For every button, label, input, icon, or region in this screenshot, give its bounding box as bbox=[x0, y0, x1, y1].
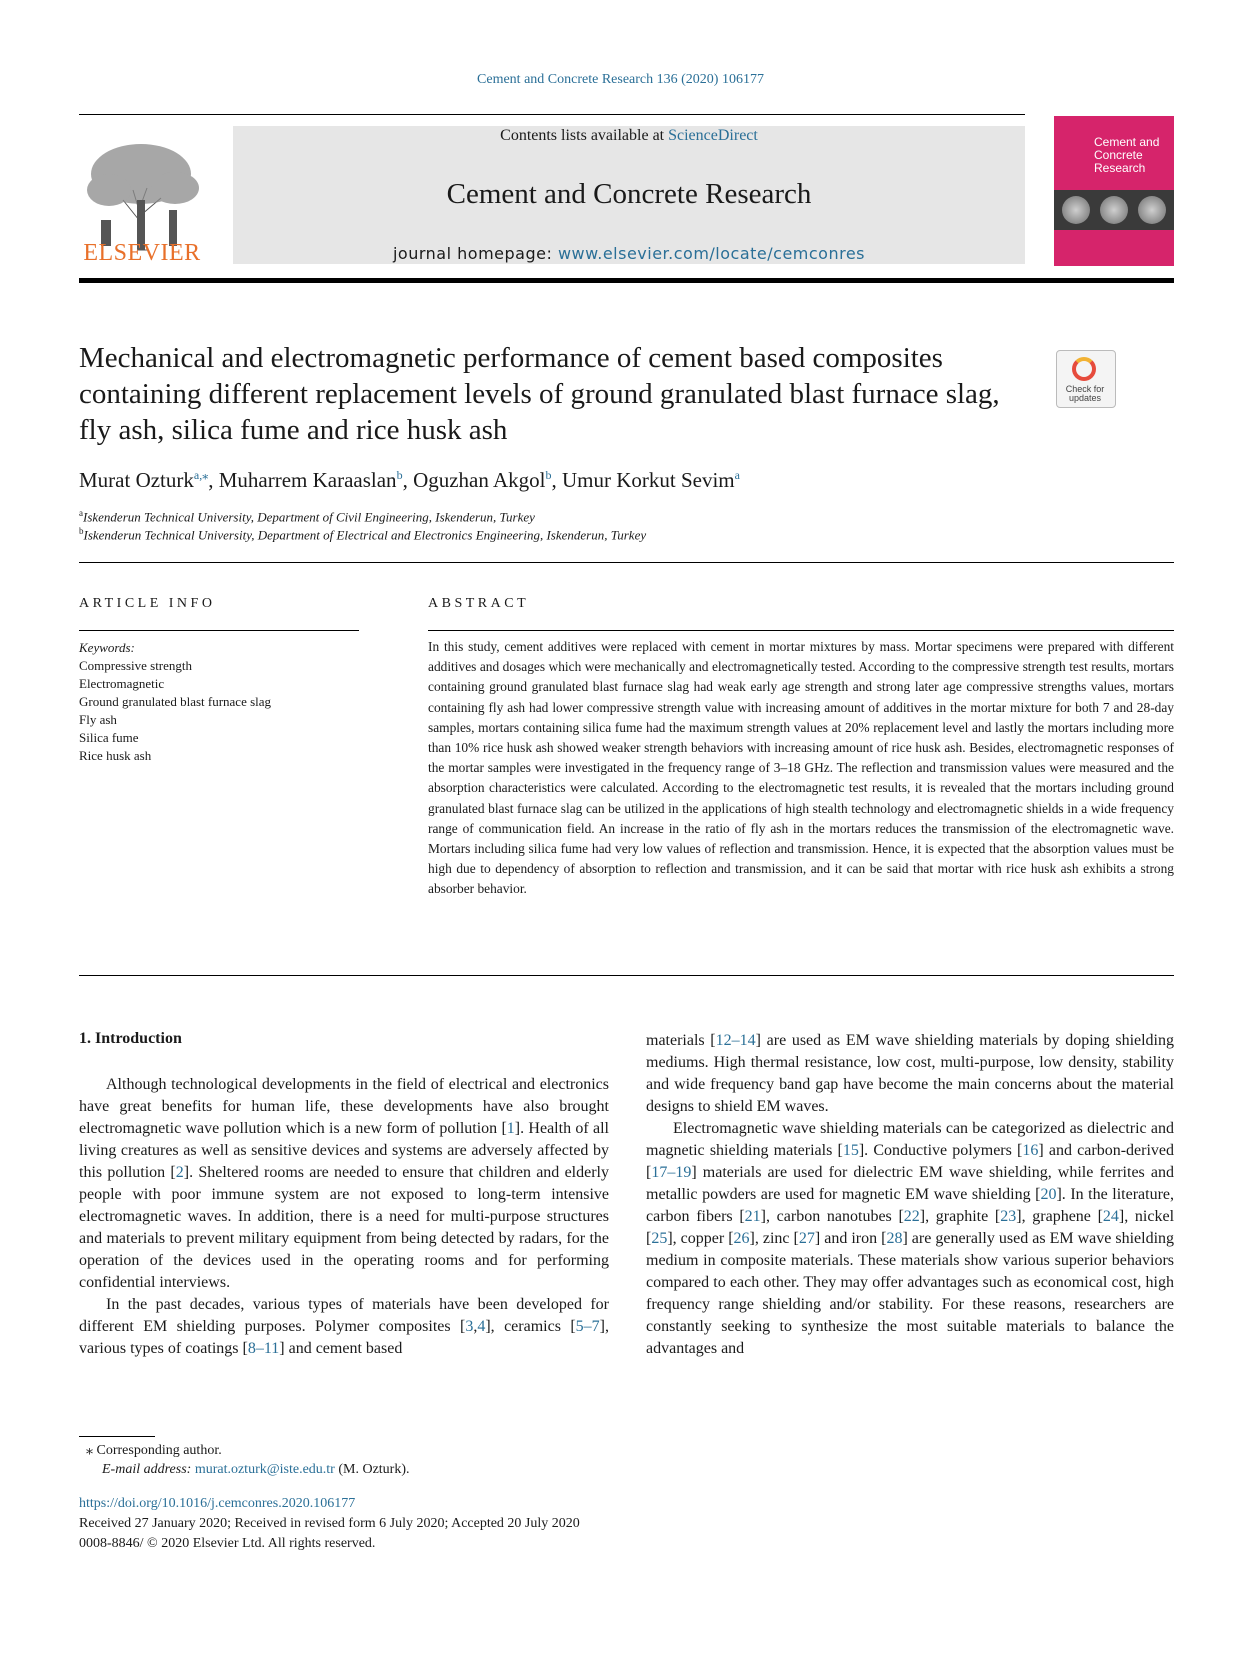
text-run: ] are generally used as EM wave shielding medium in composite materials. These materials show various superior behaviors compared to each other. They may offer advantages such as economical cost, high frequency range shielding and/or stability. For these reasons, researchers are constantly seeking to synthesize the most suitable materials to balance the advantages and bbox=[646, 1230, 1175, 1357]
article-info-heading: ARTICLE INFO bbox=[79, 596, 216, 611]
copyright-line: 0008-8846/ © 2020 Elsevier Ltd. All rights reserved. bbox=[79, 1536, 376, 1551]
citation-link[interactable]: 22 bbox=[903, 1208, 920, 1225]
crossmark-label-line: updates bbox=[1068, 393, 1102, 403]
contents-line bbox=[233, 127, 1025, 145]
citation-link[interactable]: 27 bbox=[798, 1230, 815, 1247]
affiliation-mark: b bbox=[79, 526, 84, 536]
citation-link[interactable]: 24 bbox=[1102, 1208, 1119, 1225]
keywords-list bbox=[79, 657, 271, 765]
text-run: ] and carbon-derived [ bbox=[646, 1142, 1175, 1181]
text-run: Although technological developments in the field of electrical and electronics have great benefits for human life, these developments have also brought electromagnetic wave pollution which is a new form of pollution [ bbox=[79, 1076, 609, 1137]
crossmark-label bbox=[1056, 385, 1114, 403]
citation-link[interactable]: 16 bbox=[1022, 1142, 1039, 1159]
affiliation-rule bbox=[79, 562, 1174, 563]
text-run: ], ceramics [ bbox=[485, 1318, 576, 1335]
doi-link[interactable]: https://doi.org/10.1016/j.cemconres.2020.106177 bbox=[79, 1496, 356, 1511]
text-run: ]. Sheltered rooms are needed to ensure that children and elderly people with poor immune system are not exposed to long-term intensive electromagnetic waves. In addition, there is a need for multi-purpose structures and materials to prevent military equipment from being detected by radars, for the operation of the devices used in the operating rooms and for performing confidential interviews. bbox=[79, 1164, 609, 1291]
author-affiliation-link[interactable]: b bbox=[396, 468, 403, 482]
citation-link[interactable]: 5–7 bbox=[575, 1318, 600, 1335]
journal-homepage-link[interactable]: www.elsevier.com/locate/cemconres bbox=[557, 244, 865, 263]
text-run: ] and iron [ bbox=[814, 1230, 887, 1247]
elsevier-wordmark: ELSEVIER bbox=[83, 240, 201, 266]
header-thick-rule bbox=[79, 278, 1174, 283]
author-separator: , bbox=[402, 468, 414, 492]
left-column bbox=[79, 1074, 609, 1360]
author-name: Umur Korkut Sevim bbox=[561, 468, 735, 492]
abstract-text: In this study, cement additives were replaced with cement in mortar mixtures by mass. Mortar specimens were prepared with different additives and dosages which were mechanically and electromagnetically tested. According to the compressive strength test results, mortars containing ground granulated blast furnace slag had weak early age strength and strong later age compressive strengths values, mortars containing fly ash had lower compressive strength value with increasing amount of additives in the mortar mixture for both 7 and 28-day samples, mortars containing silica fume had the maximum strength values at 20% replacement level and lastly the mortars including more than 10% rice husk ash showed weaker strength behaviors with increasing amount of rice husk ash. Besides, electromagnetic responses of the mortar samples were investigated in the frequency range of 3–18 GHz. The reflection and transmission values were measured and the absorption characteristics were calculated. According to the electromagnetic test results, it is revealed that the mortars including ground granulated blast furnace slag can be utilized in the applications of high stealth technology and electromagnetic shields in a wide frequency range of communication field. An increase in the ratio of fly ash in the mortars reduces the transmission of the electromagnetic wave. Mortars including silica fume had very low values of reflection and transmission. Hence, it is expected that the absorption values must be high due to dependency of absorption to reflection and transmission, and it can be said that mortar with rice husk ash exhibits a strong absorber behavior. bbox=[428, 639, 1174, 897]
received-dates: Received 27 January 2020; Received in revised form 6 July 2020; Accepted 20 July 2020 bbox=[79, 1516, 580, 1531]
author-affiliation-link[interactable]: b bbox=[545, 468, 552, 482]
cover-title bbox=[1094, 136, 1159, 175]
affiliation-mark: a bbox=[79, 508, 83, 518]
cover-title-line: Research bbox=[1094, 161, 1146, 175]
abstract-rule bbox=[428, 630, 1174, 631]
keyword: Electromagnetic bbox=[79, 676, 165, 691]
affiliation-text: Iskenderun Technical University, Department of Electrical and Electronics Engineering, Iskenderun, Turkey bbox=[83, 527, 647, 543]
text-run: ]. In the literature, carbon fibers [ bbox=[646, 1186, 1174, 1225]
affiliation bbox=[79, 508, 535, 525]
paragraph bbox=[646, 1030, 1174, 1118]
citation-link[interactable]: 4 bbox=[477, 1318, 486, 1335]
text-run: ], graphite [ bbox=[919, 1208, 1001, 1225]
author-list bbox=[79, 468, 740, 493]
email-label: E-mail address: bbox=[102, 1462, 195, 1477]
text-run: ], nickel [ bbox=[646, 1208, 1175, 1247]
author-separator: , bbox=[208, 468, 219, 492]
text-run: In the past decades, various types of materials have been developed for different EM shielding purposes. Polymer composites [ bbox=[79, 1296, 609, 1335]
author-name: Muharrem Karaaslan bbox=[218, 468, 397, 492]
citation-link[interactable]: 23 bbox=[1000, 1208, 1017, 1225]
citation-link[interactable]: 26 bbox=[733, 1230, 750, 1247]
email-suffix: (M. Ozturk). bbox=[334, 1462, 410, 1477]
cover-title-line: Cement and bbox=[1094, 135, 1160, 149]
text-run: Electromagnetic wave shielding materials can be categorized as dielectric and magnetic shielding materials [ bbox=[646, 1120, 1174, 1159]
cover-micrograph bbox=[1100, 196, 1128, 224]
email-link[interactable]: murat.ozturk@iste.edu.tr bbox=[194, 1462, 335, 1477]
journal-homepage-line bbox=[233, 244, 1025, 263]
author-affiliation-link[interactable]: a bbox=[734, 468, 740, 482]
author-name: Murat Ozturk bbox=[79, 468, 194, 492]
keyword: Ground granulated blast furnace slag bbox=[79, 694, 272, 709]
header-rule bbox=[79, 114, 1025, 115]
text-run: ], graphene [ bbox=[1016, 1208, 1103, 1225]
affiliation-text: Iskenderun Technical University, Department of Civil Engineering, Iskenderun, Turkey bbox=[83, 509, 535, 525]
citation-link[interactable]: 3 bbox=[465, 1318, 474, 1335]
text-run: ] are used as EM wave shielding materials by doping shielding mediums. High thermal resistance, low cost, multi-purpose, low density, stability and wide frequency band gap have become the main concerns about the material designs to shield EM waves. bbox=[646, 1032, 1175, 1115]
text-run: ], carbon nanotubes [ bbox=[760, 1208, 904, 1225]
text-run: , bbox=[473, 1318, 478, 1335]
paragraph bbox=[79, 1294, 609, 1360]
cover-title-line: Concrete bbox=[1094, 148, 1143, 162]
keyword: Compressive strength bbox=[79, 658, 193, 673]
abstract-end-rule bbox=[79, 975, 1174, 976]
crossmark-label-line: Check for bbox=[1065, 384, 1105, 394]
citation-link[interactable]: 2 bbox=[175, 1164, 184, 1181]
text-run: ], zinc [ bbox=[749, 1230, 799, 1247]
keywords-label: Keywords: bbox=[79, 640, 135, 655]
text-run: ] and cement based bbox=[279, 1340, 403, 1357]
cover-micrograph bbox=[1062, 196, 1090, 224]
paragraph bbox=[646, 1118, 1174, 1360]
citation-link[interactable]: 1 bbox=[506, 1120, 515, 1137]
footnote-rule bbox=[79, 1436, 155, 1437]
author-separator: , bbox=[551, 468, 562, 492]
keyword: Rice husk ash bbox=[79, 748, 152, 763]
keyword: Fly ash bbox=[79, 712, 117, 727]
corresponding-author-note: ⁎ Corresponding author. bbox=[86, 1443, 222, 1458]
citation-link[interactable]: 25 bbox=[651, 1230, 668, 1247]
citation-link[interactable]: 15 bbox=[842, 1142, 859, 1159]
citation-link[interactable]: 12–14 bbox=[715, 1032, 756, 1049]
affiliation bbox=[79, 526, 646, 543]
text-run: ], various types of coatings [ bbox=[79, 1318, 609, 1357]
abstract-heading: ABSTRACT bbox=[428, 596, 530, 611]
citation-link[interactable]: 21 bbox=[744, 1208, 761, 1225]
journal-name: Cement and Concrete Research bbox=[446, 178, 812, 210]
keyword: Silica fume bbox=[79, 730, 139, 745]
text-run: ] materials are used for dielectric EM wave shielding, while ferrites and metallic powders are used for magnetic EM wave shielding [ bbox=[646, 1164, 1174, 1203]
homepage-prefix: journal homepage: bbox=[392, 244, 558, 263]
paragraph bbox=[79, 1074, 609, 1294]
author-affiliation-link[interactable]: a,⁎ bbox=[193, 468, 209, 482]
journal-reference[interactable]: Cement and Concrete Research 136 (2020) 106177 bbox=[477, 72, 764, 87]
citation-link[interactable]: 8–11 bbox=[247, 1340, 280, 1357]
cover-micrograph bbox=[1138, 196, 1166, 224]
text-run: materials [ bbox=[646, 1032, 716, 1049]
section-heading-introduction: 1. Introduction bbox=[79, 1030, 182, 1047]
author-name: Oguzhan Akgol bbox=[413, 468, 546, 492]
crossmark-icon bbox=[1072, 357, 1096, 381]
article-info-rule bbox=[79, 630, 359, 631]
article-title: Mechanical and electromagnetic performance of cement based composites containing different replacement levels of ground granulated blast furnace slag, fly ash, silica fume and rice husk ash bbox=[79, 342, 1000, 446]
citation-link[interactable]: 17–19 bbox=[651, 1164, 692, 1181]
text-run: ]. Health of all living creatures as well as sensitive devices and systems are adversely affected by this pollution [ bbox=[79, 1120, 609, 1181]
text-run: ]. Conductive polymers [ bbox=[858, 1142, 1023, 1159]
right-column bbox=[646, 1030, 1174, 1360]
email-note bbox=[102, 1462, 410, 1478]
text-run: ], copper [ bbox=[667, 1230, 734, 1247]
citation-link[interactable]: 20 bbox=[1040, 1186, 1057, 1203]
contents-prefix: Contents lists available at bbox=[500, 127, 669, 144]
citation-link[interactable]: 28 bbox=[886, 1230, 903, 1247]
sciencedirect-link[interactable]: ScienceDirect bbox=[668, 127, 758, 144]
